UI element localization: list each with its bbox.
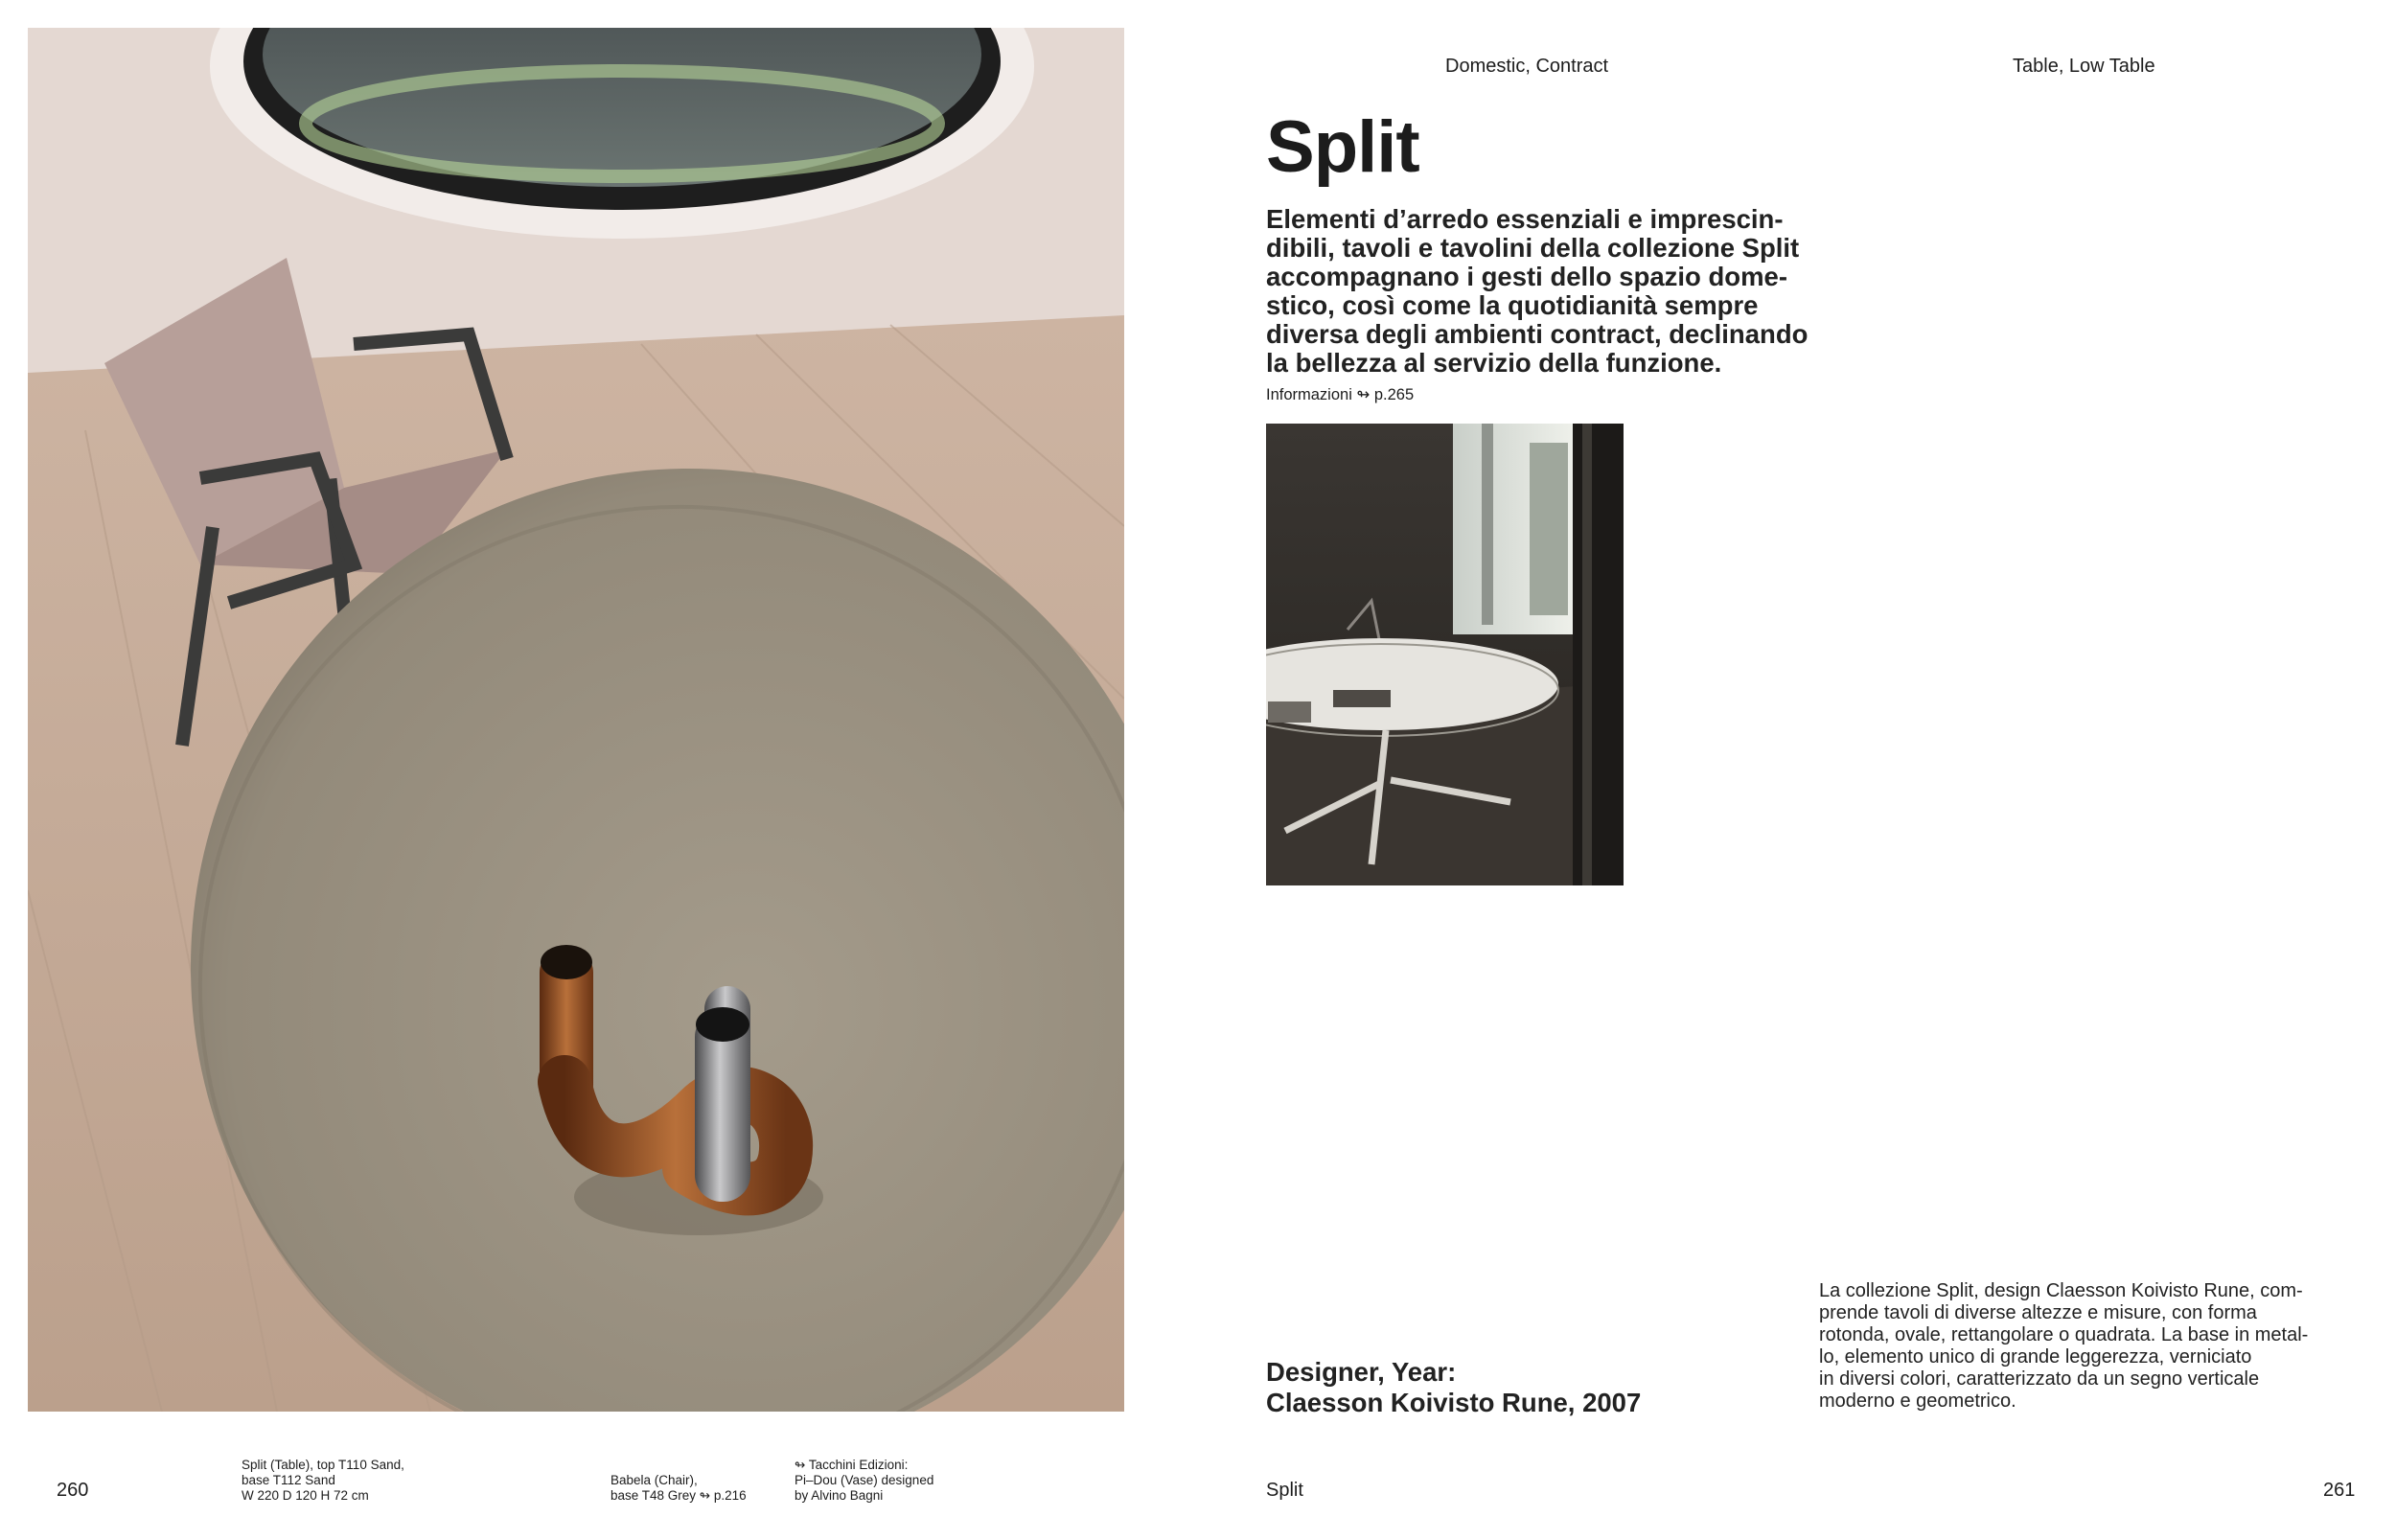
- caption-line: Split (Table), top T110 Sand,: [242, 1458, 404, 1472]
- intro-line: la bellezza al servizio della funzione.: [1266, 348, 1722, 378]
- caption-line: Babela (Chair),: [611, 1473, 698, 1487]
- description-line: La collezione Split, design Claesson Koivisto Rune, com-: [1819, 1280, 2303, 1301]
- caption-line: base T112 Sand: [242, 1473, 335, 1487]
- description-line: lo, elemento unico di grande leggerezza, verniciato: [1819, 1346, 2252, 1368]
- description-line: moderno e geometrico.: [1819, 1391, 2016, 1412]
- description-line: rotonda, ovale, rettangolare o quadrata. La base in metal-: [1819, 1324, 2309, 1345]
- caption-vase: [795, 1458, 933, 1504]
- intro-paragraph: [1266, 205, 1841, 378]
- page-number-right: 261: [2323, 1480, 2356, 1501]
- typology-tag: Table, Low Table: [2013, 56, 2155, 77]
- main-photo: [28, 28, 1124, 1412]
- intro-line: dibili, tavoli e tavolini della collezione Split: [1266, 233, 1800, 263]
- intro-line: accompagnano i gesti dello spazio dome-: [1266, 262, 1787, 291]
- caption-line: Pi–Dou (Vase) designed: [795, 1473, 934, 1487]
- intro-line: diversa degli ambienti contract, declinando: [1266, 319, 1809, 349]
- designer-value: Claesson Koivisto Rune, 2007: [1266, 1388, 1642, 1417]
- intro-line: stico, così come la quotidianità sempre: [1266, 290, 1759, 320]
- caption-line: ↬ Tacchini Edizioni:: [795, 1458, 909, 1472]
- category-tag: Domestic, Contract: [1445, 56, 1609, 77]
- description-line: in diversi colori, caratterizzato da un segno verticale: [1819, 1368, 2260, 1390]
- caption-chair: [611, 1473, 747, 1504]
- caption-line: W 220 D 120 H 72 cm: [242, 1488, 369, 1503]
- info-page-reference[interactable]: Informazioni ↬ p.265: [1266, 386, 1415, 403]
- caption-line: base T48 Grey ↬ p.216: [611, 1488, 747, 1503]
- description-line: prende tavoli di diverse altezze e misure, con forma: [1819, 1302, 2257, 1323]
- page-number-left: 260: [57, 1480, 89, 1501]
- intro-line: Elementi d’arredo essenziali e imprescin-: [1266, 204, 1784, 234]
- page-title: Split: [1266, 106, 1419, 188]
- description-paragraph: [1819, 1280, 2375, 1413]
- designer-label: Designer, Year:: [1266, 1357, 1457, 1387]
- footer-title: Split: [1266, 1480, 1303, 1501]
- caption-line: by Alvino Bagni: [795, 1488, 884, 1503]
- caption-table: [242, 1458, 404, 1504]
- secondary-photo: [1266, 424, 1624, 885]
